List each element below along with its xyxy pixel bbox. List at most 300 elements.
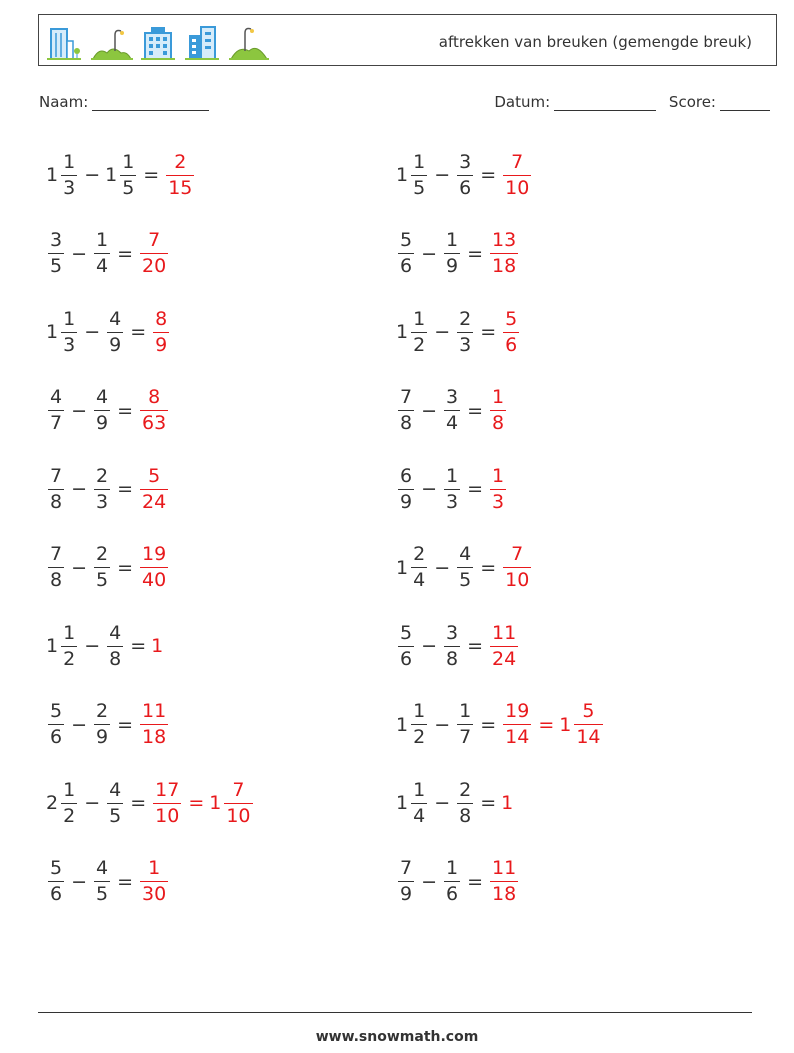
subtrahend-fraction (94, 464, 110, 513)
minuend-denominator: 9 (400, 883, 413, 905)
minuend-fraction (411, 702, 427, 747)
subtrahend-denominator: 6 (459, 176, 472, 199)
subtrahend-fraction (444, 231, 460, 276)
minuend-denominator: 6 (400, 647, 413, 670)
subtrahend-mixed-number (442, 388, 462, 433)
answer-fraction (490, 859, 518, 904)
minuend-fraction (411, 545, 427, 590)
answer (501, 792, 514, 814)
skyscraper-icon (47, 29, 81, 59)
worksheet-title: aftrekken van breuken (gemengde breuk) (438, 33, 752, 51)
subtrahend-mixed-number (105, 621, 125, 670)
subtrahend-fraction (94, 388, 110, 433)
minuend-numerator: 7 (400, 386, 413, 408)
problem-item (396, 616, 520, 676)
minuend-fraction (48, 231, 64, 276)
problem-item (46, 695, 170, 755)
subtrahend-denominator: 5 (459, 569, 472, 591)
answer-denominator: 30 (142, 883, 167, 905)
subtrahend-mixed-number (92, 702, 112, 747)
subtrahend-denominator: 6 (446, 883, 459, 905)
answer-denominator: 24 (492, 647, 517, 670)
minuend-whole: 1 (46, 635, 59, 657)
minuend-denominator: 4 (413, 569, 426, 591)
answer-denominator: 8 (492, 412, 505, 434)
problem-item (46, 773, 255, 833)
minuend-numerator: 5 (400, 229, 413, 251)
subtrahend-numerator: 2 (459, 778, 472, 801)
answer-numerator: 8 (148, 386, 161, 408)
subtrahend-fraction (457, 778, 473, 827)
answer-denominator: 6 (505, 333, 518, 356)
subtrahend-mixed-number (105, 778, 125, 827)
header-icons (45, 21, 275, 65)
minuend-fraction (411, 150, 427, 199)
minuend-denominator: 9 (400, 490, 413, 513)
minuend-mixed-number (396, 388, 416, 433)
answer-mixed-number (151, 635, 164, 657)
answer (488, 621, 520, 670)
name-label: Naam: (39, 93, 89, 111)
subtrahend-numerator: 4 (109, 307, 122, 330)
minuend-numerator: 1 (63, 307, 76, 330)
answer-numerator: 1 (492, 464, 505, 487)
answer-denominator: 10 (505, 569, 530, 591)
answer-mixed-number (501, 307, 521, 356)
minuend-numerator: 6 (400, 464, 413, 487)
subtrahend-denominator: 3 (96, 490, 109, 513)
subtrahend-fraction (107, 778, 123, 827)
subtrahend-denominator: 5 (96, 883, 109, 905)
subtrahend-fraction (94, 859, 110, 904)
subtrahend-denominator: 9 (96, 726, 109, 748)
subtrahend-numerator: 3 (446, 386, 459, 408)
subtrahend-denominator: 7 (459, 726, 472, 748)
subtrahend-numerator: 1 (446, 229, 459, 251)
subtrahend-denominator: 5 (122, 176, 135, 199)
equals-sign: = (130, 635, 147, 657)
subtrahend-mixed-number (105, 150, 138, 199)
minuend-mixed-number (46, 702, 66, 747)
minus-sign: − (84, 792, 101, 814)
subtrahend-mixed-number (442, 621, 462, 670)
minus-sign: − (421, 242, 438, 265)
subtrahend-denominator: 8 (459, 804, 472, 827)
minuend-fraction (398, 388, 414, 433)
answer (501, 702, 604, 747)
minuend-whole: 1 (396, 556, 409, 579)
minuend-fraction (398, 859, 414, 904)
answer-numerator: 19 (142, 543, 167, 565)
answer-mixed-number (488, 388, 508, 433)
minuend-numerator: 1 (413, 778, 426, 801)
answer-fraction (153, 307, 169, 356)
answer (151, 635, 164, 657)
subtrahend-numerator: 4 (459, 543, 472, 565)
answer-mixed-number (488, 464, 508, 513)
answer-fraction (140, 702, 168, 747)
minuend-fraction (48, 464, 64, 513)
answer-numerator: 1 (148, 857, 161, 879)
minuend-numerator: 3 (50, 229, 63, 251)
minuend-denominator: 8 (400, 412, 413, 434)
subtrahend-numerator: 4 (96, 386, 109, 408)
problem-item (396, 224, 520, 284)
answer-fraction (503, 307, 519, 356)
answer (488, 859, 520, 904)
subtrahend-denominator: 9 (109, 333, 122, 356)
minuend-mixed-number (46, 464, 66, 513)
answer (164, 150, 196, 199)
answer (501, 307, 521, 356)
answer-denominator: 63 (142, 412, 167, 434)
equals-sign: = (117, 556, 134, 579)
minuend-numerator: 7 (400, 857, 413, 879)
problem-item (46, 145, 196, 205)
minus-sign: − (434, 713, 451, 736)
answer-denominator: 10 (155, 804, 180, 827)
subtrahend-numerator: 4 (96, 857, 109, 879)
minuend-numerator: 7 (50, 464, 63, 487)
answer (138, 702, 170, 747)
equals-sign: = (130, 792, 147, 814)
answer-mixed-number (138, 388, 170, 433)
subtrahend-numerator: 1 (446, 464, 459, 487)
minuend-denominator: 2 (63, 804, 76, 827)
answer-fraction (490, 621, 518, 670)
minuend-fraction (48, 545, 64, 590)
minus-sign: − (71, 399, 88, 422)
answer-fraction (224, 778, 252, 827)
answer-mixed-number (138, 231, 170, 276)
score-line[interactable] (720, 94, 770, 111)
minuend-mixed-number (396, 621, 416, 670)
minus-sign: − (434, 556, 451, 579)
subtrahend-numerator: 4 (109, 778, 122, 801)
answer-whole: 1 (501, 792, 514, 814)
subtrahend-fraction (457, 545, 473, 590)
problem-item (46, 224, 170, 284)
minus-sign: − (421, 478, 438, 500)
answer (138, 388, 170, 433)
answer-numerator: 7 (232, 778, 245, 801)
minuend-whole: 1 (46, 321, 59, 343)
equals-sign: = (467, 478, 484, 500)
subtrahend-denominator: 8 (446, 647, 459, 670)
minuend-numerator: 1 (413, 307, 426, 330)
subtrahend-mixed-number (92, 464, 112, 513)
problem-item (46, 538, 170, 598)
answer-fraction (503, 702, 531, 747)
date-line[interactable] (554, 94, 656, 111)
minuend-fraction (61, 150, 77, 199)
answer-numerator: 11 (492, 621, 517, 644)
answer-numerator: 11 (492, 857, 517, 879)
minuend-numerator: 4 (50, 386, 63, 408)
minuend-numerator: 5 (50, 700, 63, 722)
answer-fraction (140, 545, 168, 590)
date-score-fields (494, 93, 770, 111)
subtrahend-mixed-number (455, 702, 475, 747)
subtrahend-denominator: 3 (446, 490, 459, 513)
answer-fraction (490, 388, 506, 433)
answer (488, 388, 508, 433)
minus-sign: − (84, 321, 101, 343)
answer-fraction (140, 388, 168, 433)
minuend-mixed-number (396, 545, 429, 590)
minuend-denominator: 5 (50, 255, 63, 277)
answer (138, 464, 170, 513)
answer-denominator: 14 (576, 726, 601, 748)
answer-whole: 1 (151, 635, 164, 657)
subtrahend-fraction (107, 621, 123, 670)
subtrahend-denominator: 5 (96, 569, 109, 591)
answer-denominator: 40 (142, 569, 167, 591)
problem-item (396, 302, 521, 362)
answer-numerator: 7 (511, 150, 524, 173)
subtrahend-fraction (444, 859, 460, 904)
minuend-fraction (61, 621, 77, 670)
office-building-icon (141, 27, 175, 59)
minuend-denominator: 6 (50, 883, 63, 905)
subtrahend-fraction (444, 388, 460, 433)
answer-mixed-number (488, 859, 520, 904)
minuend-mixed-number (396, 778, 429, 827)
equals-sign: = (467, 870, 484, 893)
footer-divider (38, 1012, 752, 1013)
subtrahend-denominator: 9 (96, 412, 109, 434)
minuend-mixed-number (396, 231, 416, 276)
minuend-mixed-number (396, 464, 416, 513)
subtrahend-mixed-number (455, 778, 475, 827)
answer-mixed-number (488, 621, 520, 670)
problem-item (396, 538, 533, 598)
minuend-denominator: 7 (50, 412, 63, 434)
answer-mixed-number (138, 859, 170, 904)
subtrahend-whole: 1 (105, 164, 118, 186)
answer-mixed-number (488, 231, 520, 276)
minuend-numerator: 5 (50, 857, 63, 879)
subtrahend-fraction (120, 150, 136, 199)
minus-sign: − (84, 164, 101, 186)
minuend-denominator: 3 (63, 333, 76, 356)
answer-mixed-number (138, 545, 170, 590)
answer-equals-sign: = (188, 792, 205, 814)
answer-fraction (490, 231, 518, 276)
minus-sign: − (71, 478, 88, 500)
answer-mixed-number (164, 150, 196, 199)
minuend-fraction (48, 388, 64, 433)
minuend-mixed-number (46, 231, 66, 276)
answer-numerator: 7 (148, 229, 161, 251)
answer (138, 545, 170, 590)
minuend-mixed-number (396, 702, 429, 747)
answer-denominator: 18 (492, 883, 517, 905)
minuend-mixed-number (396, 859, 416, 904)
answer (488, 464, 508, 513)
minuend-mixed-number (46, 621, 79, 670)
problem-item (396, 773, 514, 833)
answer-whole: 1 (559, 713, 572, 736)
answer-fraction (166, 150, 194, 199)
minuend-fraction (398, 621, 414, 670)
subtrahend-denominator: 9 (446, 255, 459, 277)
minuend-numerator: 7 (50, 543, 63, 565)
name-line[interactable] (92, 94, 209, 111)
minuend-whole: 1 (396, 321, 409, 343)
minus-sign: − (434, 164, 451, 186)
answer-numerator: 1 (492, 386, 505, 408)
problem-item (46, 852, 170, 912)
equals-sign: = (117, 399, 134, 422)
name-field (39, 93, 209, 111)
subtrahend-denominator: 4 (446, 412, 459, 434)
answer-fraction (490, 464, 506, 513)
subtrahend-mixed-number (92, 231, 112, 276)
answer-mixed-number (501, 792, 514, 814)
subtrahend-numerator: 1 (446, 857, 459, 879)
answer-numerator: 13 (492, 229, 517, 251)
minus-sign: − (421, 399, 438, 422)
answer-mixed-number (501, 545, 533, 590)
answer-numerator: 19 (505, 700, 530, 722)
minuend-whole: 1 (46, 164, 59, 186)
subtrahend-numerator: 3 (446, 621, 459, 644)
equals-sign: = (480, 556, 497, 579)
minus-sign: − (71, 242, 88, 265)
subtrahend-numerator: 1 (96, 229, 109, 251)
minus-sign: − (71, 556, 88, 579)
minuend-denominator: 2 (413, 333, 426, 356)
minuend-mixed-number (396, 150, 429, 199)
subtrahend-fraction (444, 464, 460, 513)
equals-sign: = (480, 792, 497, 814)
problem-item (396, 852, 520, 912)
equals-sign: = (117, 242, 134, 265)
subtrahend-mixed-number (92, 388, 112, 433)
minuend-numerator: 1 (63, 778, 76, 801)
minus-sign: − (421, 635, 438, 657)
score-label: Score: (668, 93, 716, 111)
subtrahend-mixed-number (442, 231, 462, 276)
subtrahend-fraction (107, 307, 123, 356)
minuend-whole: 2 (46, 792, 59, 814)
minuend-mixed-number (46, 778, 79, 827)
problem-item (46, 381, 170, 441)
minus-sign: − (434, 321, 451, 343)
worksheet-header (38, 14, 777, 66)
answer-numerator: 7 (511, 543, 524, 565)
answer-mixed-number (138, 464, 170, 513)
problem-item (396, 459, 508, 519)
answer-mixed-number (151, 307, 171, 356)
subtrahend-numerator: 2 (459, 307, 472, 330)
subtrahend-fraction (94, 702, 110, 747)
equals-sign: = (117, 870, 134, 893)
equals-sign: = (467, 242, 484, 265)
answer-denominator: 24 (142, 490, 167, 513)
subtrahend-mixed-number (105, 307, 125, 356)
minuend-numerator: 5 (400, 621, 413, 644)
minuend-mixed-number (46, 307, 79, 356)
answer-numerator: 17 (155, 778, 180, 801)
minuend-fraction (61, 778, 77, 827)
answer-fraction (503, 545, 531, 590)
problem-item (396, 381, 508, 441)
minuend-denominator: 2 (63, 647, 76, 670)
equals-sign: = (143, 164, 160, 186)
minuend-denominator: 6 (400, 255, 413, 277)
minuend-whole: 1 (396, 792, 409, 814)
minuend-numerator: 1 (63, 621, 76, 644)
minuend-fraction (48, 702, 64, 747)
minus-sign: − (71, 713, 88, 736)
minus-sign: − (84, 635, 101, 657)
park-icon (91, 31, 133, 60)
minuend-denominator: 6 (50, 726, 63, 748)
answer-denominator: 10 (505, 176, 530, 199)
answer-fraction (140, 231, 168, 276)
subtrahend-denominator: 8 (109, 647, 122, 670)
subtrahend-mixed-number (442, 464, 462, 513)
answer-mixed-number (501, 702, 533, 747)
minuend-fraction (411, 778, 427, 827)
minuend-whole: 1 (396, 164, 409, 186)
footer-url: www.snowmath.com (315, 1029, 479, 1045)
subtrahend-fraction (457, 150, 473, 199)
minuend-denominator: 8 (50, 490, 63, 513)
minuend-denominator: 5 (413, 176, 426, 199)
answer (488, 231, 520, 276)
answer-fraction (140, 859, 168, 904)
minus-sign: − (71, 870, 88, 893)
subtrahend-numerator: 1 (122, 150, 135, 173)
equals-sign: = (467, 635, 484, 657)
minuend-mixed-number (46, 388, 66, 433)
answer-denominator: 20 (142, 255, 167, 277)
minuend-numerator: 1 (413, 150, 426, 173)
answer (138, 231, 170, 276)
answer-fraction (503, 150, 531, 199)
answer-fraction (574, 702, 602, 747)
answer-denominator: 3 (492, 490, 505, 513)
answer-mixed-number (501, 150, 533, 199)
answer-denominator: 15 (168, 176, 193, 199)
answer-fraction (153, 778, 181, 827)
answer-whole: 1 (209, 792, 222, 814)
date-label: Datum: (494, 93, 551, 111)
subtrahend-denominator: 4 (96, 255, 109, 277)
subtrahend-numerator: 1 (459, 700, 472, 722)
minuend-denominator: 2 (413, 726, 426, 748)
equals-sign: = (117, 478, 134, 500)
subtrahend-mixed-number (455, 307, 475, 356)
answer-mixed-number (209, 778, 254, 827)
answer-denominator: 14 (505, 726, 530, 748)
minuend-mixed-number (46, 859, 66, 904)
problem-item (46, 302, 171, 362)
equals-sign: = (480, 164, 497, 186)
answer-numerator: 5 (505, 307, 518, 330)
minuend-denominator: 4 (413, 804, 426, 827)
problem-item (46, 616, 164, 676)
answer-denominator: 10 (226, 804, 251, 827)
answer-numerator: 5 (582, 700, 595, 722)
subtrahend-fraction (94, 545, 110, 590)
park-lamp-icon (229, 29, 269, 60)
answer-mixed-number (151, 778, 183, 827)
subtrahend-numerator: 2 (96, 700, 109, 722)
